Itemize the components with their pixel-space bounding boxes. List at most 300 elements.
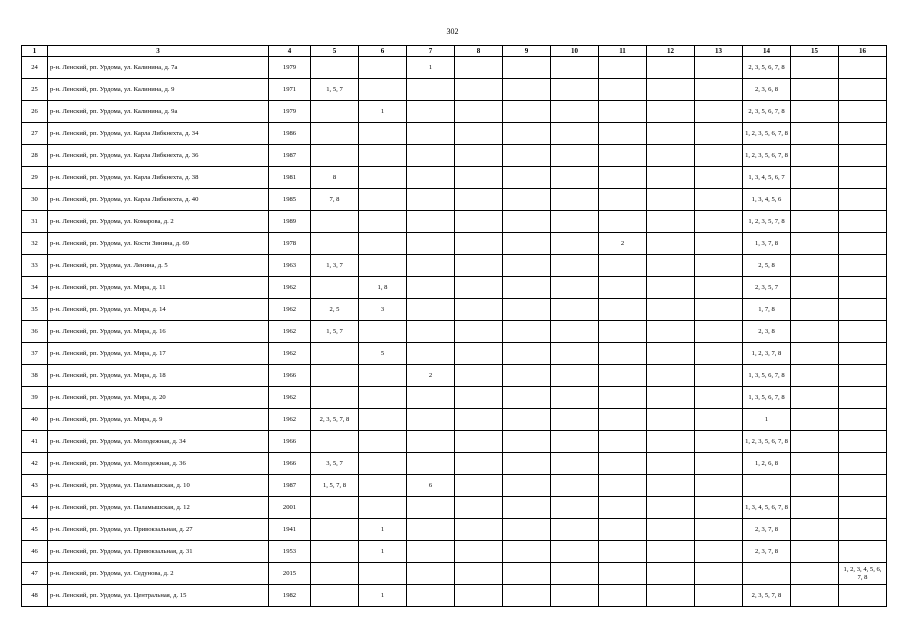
table-cell <box>311 145 359 167</box>
table-cell <box>599 519 647 541</box>
table-cell <box>311 101 359 123</box>
column-header: 16 <box>839 46 887 57</box>
table-cell <box>551 299 599 321</box>
table-cell <box>407 233 455 255</box>
table-row <box>22 211 887 233</box>
table-cell <box>455 145 503 167</box>
table-row <box>22 519 887 541</box>
table-cell <box>359 145 407 167</box>
address-cell: р-н. Ленский, рп. Урдома, ул. Мира, д. 14 <box>48 299 269 321</box>
table-row <box>22 79 887 101</box>
column-header: 4 <box>269 46 311 57</box>
table-cell: 1962 <box>269 277 311 299</box>
table-cell <box>551 79 599 101</box>
table-cell <box>647 123 695 145</box>
table-cell: 7, 8 <box>311 189 359 211</box>
table-cell <box>695 145 743 167</box>
table-cell <box>599 585 647 607</box>
table-cell <box>551 101 599 123</box>
row-number-cell: 46 <box>22 541 48 563</box>
table-cell <box>839 387 887 409</box>
table-cell <box>359 453 407 475</box>
table-cell <box>455 365 503 387</box>
table-cell <box>839 453 887 475</box>
row-number-cell: 31 <box>22 211 48 233</box>
column-header: 11 <box>599 46 647 57</box>
table-cell <box>695 321 743 343</box>
table-cell <box>407 563 455 585</box>
address-cell: р-н. Ленский, рп. Урдома, ул. Мира, д. 20 <box>48 387 269 409</box>
table-cell <box>359 387 407 409</box>
table-cell <box>503 563 551 585</box>
table-cell <box>311 277 359 299</box>
table-cell: 2, 3, 5, 6, 7, 8 <box>743 57 791 79</box>
table-cell <box>407 585 455 607</box>
table-cell <box>551 189 599 211</box>
table-row <box>22 387 887 409</box>
table-cell: 1, 3, 7, 8 <box>743 233 791 255</box>
table-cell <box>455 255 503 277</box>
table-cell <box>599 541 647 563</box>
table-cell <box>503 277 551 299</box>
table-cell <box>455 519 503 541</box>
table-cell <box>791 541 839 563</box>
column-header: 3 <box>48 46 269 57</box>
column-header: 9 <box>503 46 551 57</box>
table-cell <box>599 497 647 519</box>
table-cell <box>839 409 887 431</box>
table-cell <box>455 277 503 299</box>
table-cell <box>503 145 551 167</box>
table-cell <box>407 519 455 541</box>
table-cell: 1 <box>359 101 407 123</box>
table-cell <box>599 343 647 365</box>
row-number-cell: 32 <box>22 233 48 255</box>
table-cell: 1, 2, 3, 5, 6, 7, 8 <box>743 123 791 145</box>
table-cell <box>647 277 695 299</box>
table-cell <box>551 453 599 475</box>
row-number-cell: 28 <box>22 145 48 167</box>
row-number-cell: 25 <box>22 79 48 101</box>
table-cell <box>551 277 599 299</box>
table-cell <box>551 541 599 563</box>
column-header: 8 <box>455 46 503 57</box>
table-cell <box>599 409 647 431</box>
column-header: 15 <box>791 46 839 57</box>
table-cell <box>551 475 599 497</box>
table-cell: 1, 5, 7, 8 <box>311 475 359 497</box>
row-number-cell: 39 <box>22 387 48 409</box>
table-cell <box>455 101 503 123</box>
table-cell <box>647 189 695 211</box>
table-cell: 1, 2, 3, 4, 5, 6, 7, 8 <box>839 563 887 585</box>
table-cell <box>503 475 551 497</box>
table-cell <box>695 453 743 475</box>
table-cell <box>599 365 647 387</box>
table-cell <box>503 585 551 607</box>
table-cell <box>503 233 551 255</box>
table-cell: 1966 <box>269 453 311 475</box>
table-cell: 1962 <box>269 409 311 431</box>
table-cell <box>455 475 503 497</box>
table-cell <box>407 145 455 167</box>
column-header: 6 <box>359 46 407 57</box>
table-cell: 1987 <box>269 145 311 167</box>
table-cell <box>503 497 551 519</box>
table-cell: 1, 2, 3, 5, 6, 7, 8 <box>743 431 791 453</box>
table-cell: 1, 7, 8 <box>743 299 791 321</box>
table-cell <box>791 475 839 497</box>
table-cell: 3, 5, 7 <box>311 453 359 475</box>
table-cell <box>695 255 743 277</box>
table-cell <box>695 57 743 79</box>
address-cell: р-н. Ленский, рп. Урдома, ул. Паламышская, д. 12 <box>48 497 269 519</box>
table-cell <box>839 277 887 299</box>
table-cell <box>503 167 551 189</box>
table-cell <box>839 541 887 563</box>
table-cell <box>455 321 503 343</box>
table-row <box>22 101 887 123</box>
row-number-cell: 44 <box>22 497 48 519</box>
table-cell <box>503 321 551 343</box>
table-cell <box>647 519 695 541</box>
table-cell <box>839 497 887 519</box>
table-cell <box>695 541 743 563</box>
table-cell: 1982 <box>269 585 311 607</box>
table-cell <box>695 101 743 123</box>
row-number-cell: 47 <box>22 563 48 585</box>
table-cell <box>647 255 695 277</box>
table-cell <box>647 167 695 189</box>
table-cell <box>743 563 791 585</box>
table-cell <box>791 343 839 365</box>
table-cell <box>599 167 647 189</box>
address-cell: р-н. Ленский, рп. Урдома, ул. Карла Либкнехта, д. 36 <box>48 145 269 167</box>
table-cell: 1, 8 <box>359 277 407 299</box>
table-cell: 1 <box>743 409 791 431</box>
table-cell <box>743 475 791 497</box>
table-cell <box>311 123 359 145</box>
table-cell <box>695 211 743 233</box>
table-cell: 1 <box>359 585 407 607</box>
table-cell <box>551 123 599 145</box>
table-cell: 1985 <box>269 189 311 211</box>
table-cell: 5 <box>359 343 407 365</box>
table-cell: 1, 2, 3, 5, 7, 8 <box>743 211 791 233</box>
table-cell <box>791 211 839 233</box>
table-cell <box>695 409 743 431</box>
address-cell: р-н. Ленский, рп. Урдома, ул. Привокзальная, д. 27 <box>48 519 269 541</box>
table-cell <box>407 211 455 233</box>
table-cell <box>791 123 839 145</box>
table-cell <box>503 189 551 211</box>
address-cell: р-н. Ленский, рп. Урдома, ул. Карла Либкнехта, д. 34 <box>48 123 269 145</box>
table-cell <box>647 145 695 167</box>
table-cell: 1986 <box>269 123 311 145</box>
table-cell <box>647 343 695 365</box>
table-cell <box>599 431 647 453</box>
table-cell <box>455 299 503 321</box>
table-cell <box>551 145 599 167</box>
table-cell <box>791 497 839 519</box>
table-cell: 2, 3, 5, 7, 8 <box>743 585 791 607</box>
table-cell: 1966 <box>269 431 311 453</box>
column-header: 14 <box>743 46 791 57</box>
table-cell <box>791 299 839 321</box>
table-cell <box>551 255 599 277</box>
table-cell <box>311 233 359 255</box>
table-cell <box>791 167 839 189</box>
table-cell <box>839 101 887 123</box>
table-cell <box>791 563 839 585</box>
address-cell: р-н. Ленский, рп. Урдома, ул. Комарова, д. 2 <box>48 211 269 233</box>
table-cell <box>791 365 839 387</box>
table-cell <box>551 431 599 453</box>
table-cell: 1, 3, 5, 6, 7, 8 <box>743 365 791 387</box>
table-cell <box>839 167 887 189</box>
table-cell: 1, 3, 4, 5, 6, 7, 8 <box>743 497 791 519</box>
table-cell <box>647 497 695 519</box>
table-cell <box>695 343 743 365</box>
table-cell <box>839 585 887 607</box>
table-cell: 1962 <box>269 321 311 343</box>
table-cell <box>791 79 839 101</box>
table-cell <box>311 497 359 519</box>
buildings-table <box>21 45 887 607</box>
table-cell <box>311 541 359 563</box>
table-cell <box>311 57 359 79</box>
address-cell: р-н. Ленский, рп. Урдома, ул. Паламышская, д. 10 <box>48 475 269 497</box>
table-cell <box>503 519 551 541</box>
table-cell: 1 <box>359 541 407 563</box>
table-cell <box>455 211 503 233</box>
row-number-cell: 40 <box>22 409 48 431</box>
table-cell <box>407 431 455 453</box>
table-cell: 1987 <box>269 475 311 497</box>
table-cell: 1, 2, 3, 7, 8 <box>743 343 791 365</box>
table-row <box>22 497 887 519</box>
row-number-cell: 38 <box>22 365 48 387</box>
table-cell <box>599 79 647 101</box>
table-cell <box>359 409 407 431</box>
table-cell <box>599 563 647 585</box>
row-number-cell: 48 <box>22 585 48 607</box>
table-row <box>22 233 887 255</box>
table-cell <box>551 387 599 409</box>
table-cell <box>647 563 695 585</box>
table-cell <box>695 167 743 189</box>
address-cell: р-н. Ленский, рп. Урдома, ул. Молодежная, д. 36 <box>48 453 269 475</box>
table-cell <box>599 475 647 497</box>
table-cell: 2015 <box>269 563 311 585</box>
table-cell <box>551 585 599 607</box>
table-cell <box>839 431 887 453</box>
address-cell: р-н. Ленский, рп. Урдома, ул. Мира, д. 17 <box>48 343 269 365</box>
table-row <box>22 541 887 563</box>
table-cell <box>503 211 551 233</box>
table-cell <box>407 541 455 563</box>
table-cell: 1, 3, 7 <box>311 255 359 277</box>
row-number-cell: 24 <box>22 57 48 79</box>
table-header-row <box>22 46 887 57</box>
table-row <box>22 431 887 453</box>
table-cell <box>695 365 743 387</box>
table-cell <box>455 233 503 255</box>
table-cell <box>455 409 503 431</box>
table-cell <box>647 211 695 233</box>
table-cell: 1, 3, 4, 5, 6 <box>743 189 791 211</box>
table-cell <box>503 57 551 79</box>
row-number-cell: 37 <box>22 343 48 365</box>
table-cell <box>695 233 743 255</box>
row-number-cell: 35 <box>22 299 48 321</box>
table-cell <box>647 101 695 123</box>
table-cell <box>695 189 743 211</box>
row-number-cell: 42 <box>22 453 48 475</box>
address-cell: р-н. Ленский, рп. Урдома, ул. Привокзальная, д. 31 <box>48 541 269 563</box>
table-cell <box>407 497 455 519</box>
column-header: 1 <box>22 46 48 57</box>
table-cell <box>791 585 839 607</box>
table-cell <box>455 585 503 607</box>
table-cell: 1, 3, 4, 5, 6, 7 <box>743 167 791 189</box>
table-cell <box>503 387 551 409</box>
address-cell: р-н. Ленский, рп. Урдома, ул. Мира, д. 11 <box>48 277 269 299</box>
address-cell: р-н. Ленский, рп. Урдома, ул. Центральная, д. 15 <box>48 585 269 607</box>
table-cell: 2, 3, 5, 7 <box>743 277 791 299</box>
table-cell <box>695 519 743 541</box>
table-cell: 2, 5, 8 <box>743 255 791 277</box>
table-row <box>22 475 887 497</box>
table-cell <box>311 585 359 607</box>
address-cell: р-н. Ленский, рп. Урдома, ул. Мира, д. 18 <box>48 365 269 387</box>
table-cell <box>647 453 695 475</box>
table-cell <box>503 541 551 563</box>
table-cell <box>407 79 455 101</box>
table-cell <box>311 519 359 541</box>
table-cell <box>455 123 503 145</box>
table-cell: 2, 3, 5, 6, 7, 8 <box>743 101 791 123</box>
address-cell: р-н. Ленский, рп. Урдома, ул. Ленина, д. 5 <box>48 255 269 277</box>
table-cell <box>839 145 887 167</box>
address-cell: р-н. Ленский, рп. Урдома, ул. Калинина, д. 9 <box>48 79 269 101</box>
table-cell <box>647 321 695 343</box>
table-cell <box>359 255 407 277</box>
table-cell <box>359 123 407 145</box>
table-cell <box>839 123 887 145</box>
table-cell <box>503 299 551 321</box>
table-cell: 1962 <box>269 299 311 321</box>
table-row <box>22 365 887 387</box>
table-cell: 1962 <box>269 343 311 365</box>
table-cell: 1941 <box>269 519 311 541</box>
table-cell <box>599 145 647 167</box>
table-cell: 1 <box>359 519 407 541</box>
table-cell: 2, 3, 8 <box>743 321 791 343</box>
table-row <box>22 453 887 475</box>
column-header: 12 <box>647 46 695 57</box>
table-cell <box>551 563 599 585</box>
table-cell <box>695 277 743 299</box>
table-cell <box>503 255 551 277</box>
table-cell <box>455 497 503 519</box>
row-number-cell: 45 <box>22 519 48 541</box>
table-cell <box>407 409 455 431</box>
row-number-cell: 33 <box>22 255 48 277</box>
table-cell <box>503 79 551 101</box>
table-cell <box>359 167 407 189</box>
table-cell <box>839 519 887 541</box>
address-cell: р-н. Ленский, рп. Урдома, ул. Калинина, д. 9а <box>48 101 269 123</box>
address-cell: р-н. Ленский, рп. Урдома, ул. Седунова, д. 2 <box>48 563 269 585</box>
table-cell <box>407 167 455 189</box>
table-cell: 1971 <box>269 79 311 101</box>
table-cell: 1963 <box>269 255 311 277</box>
column-header: 5 <box>311 46 359 57</box>
table-cell <box>695 79 743 101</box>
table-cell: 1 <box>407 57 455 79</box>
table-cell: 2, 5 <box>311 299 359 321</box>
table-cell <box>839 255 887 277</box>
table-cell <box>599 453 647 475</box>
table-cell <box>359 189 407 211</box>
table-cell <box>407 277 455 299</box>
table-cell <box>647 541 695 563</box>
table-cell <box>839 189 887 211</box>
row-number-cell: 26 <box>22 101 48 123</box>
address-cell: р-н. Ленский, рп. Урдома, ул. Мира, д. 9 <box>48 409 269 431</box>
table-cell: 1966 <box>269 365 311 387</box>
table-cell <box>647 365 695 387</box>
table-row <box>22 585 887 607</box>
table-row <box>22 563 887 585</box>
table-row <box>22 145 887 167</box>
address-cell: р-н. Ленский, рп. Урдома, ул. Карла Либкнехта, д. 38 <box>48 167 269 189</box>
table-cell: 1953 <box>269 541 311 563</box>
table-row <box>22 123 887 145</box>
table-cell <box>839 79 887 101</box>
table-cell: 3 <box>359 299 407 321</box>
table-cell <box>311 365 359 387</box>
table-cell <box>599 299 647 321</box>
table-cell <box>455 541 503 563</box>
table-cell <box>551 343 599 365</box>
table-cell <box>647 431 695 453</box>
table-cell <box>839 321 887 343</box>
table-cell <box>791 233 839 255</box>
table-cell <box>839 365 887 387</box>
row-number-cell: 41 <box>22 431 48 453</box>
table-row <box>22 321 887 343</box>
table-cell <box>407 123 455 145</box>
address-cell: р-н. Ленский, рп. Урдома, ул. Карла Либкнехта, д. 40 <box>48 189 269 211</box>
table-cell: 1962 <box>269 387 311 409</box>
table-cell <box>551 57 599 79</box>
table-cell <box>407 321 455 343</box>
table-cell <box>503 101 551 123</box>
table-cell <box>359 563 407 585</box>
table-cell <box>599 255 647 277</box>
table-cell <box>647 57 695 79</box>
table-cell <box>551 233 599 255</box>
table-row <box>22 167 887 189</box>
table-cell <box>839 233 887 255</box>
table-cell <box>647 475 695 497</box>
table-cell <box>455 79 503 101</box>
table-cell <box>791 453 839 475</box>
table-cell <box>839 299 887 321</box>
table-cell: 1978 <box>269 233 311 255</box>
